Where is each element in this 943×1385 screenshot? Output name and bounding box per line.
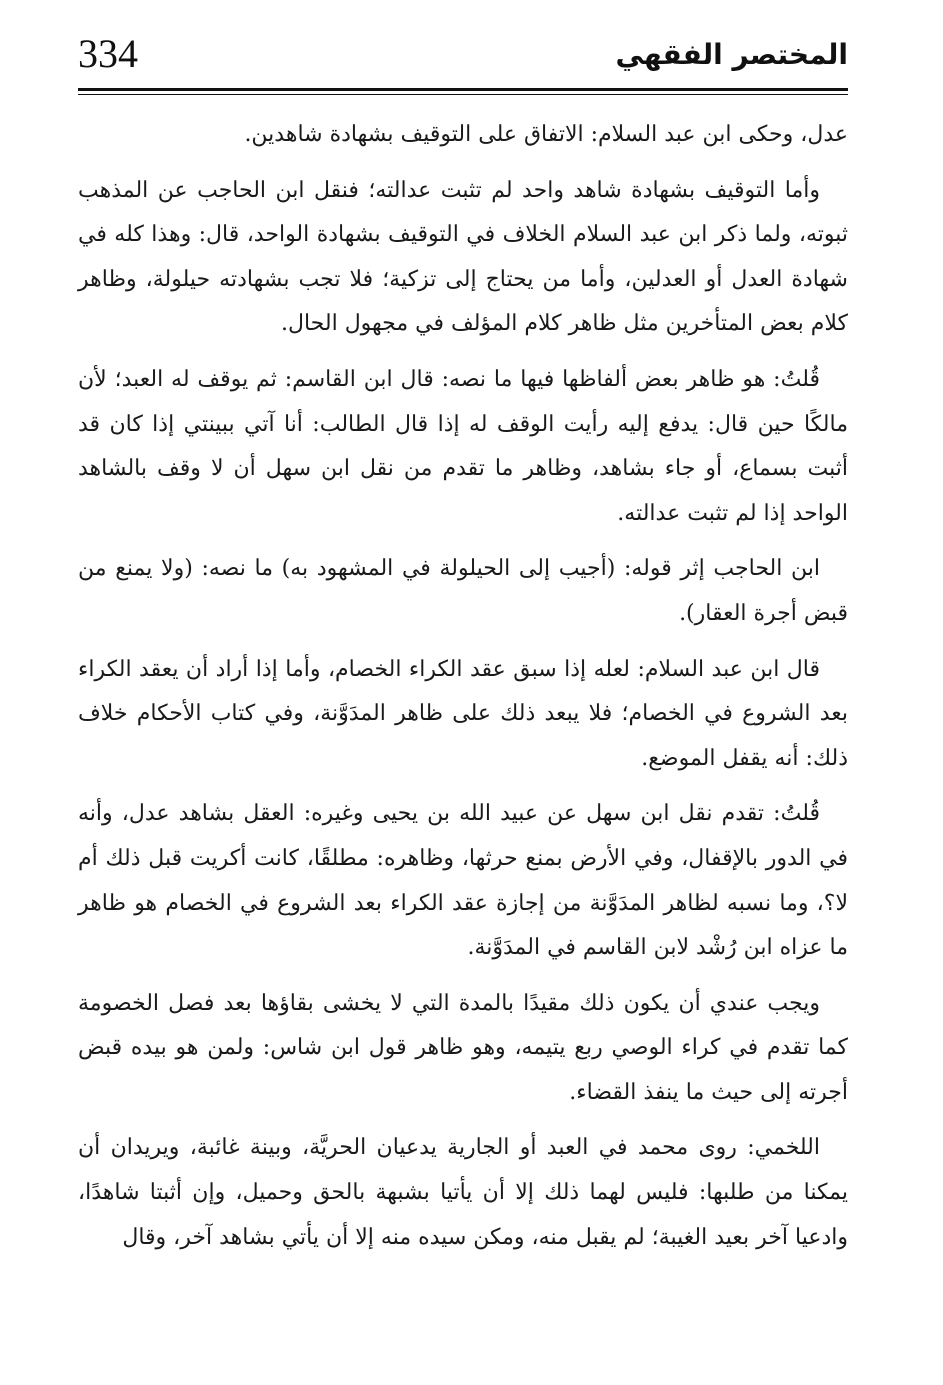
paragraph-5: قال ابن عبد السلام: لعله إذا سبق عقد الكراء الخصام، وأما إذا أراد أن يعقد الكراء بعد الشروع في الخصام؛ فلا يبعد ذلك على ظاهر المدَوَّنة، وفي كتاب الأحكام خلاف ذلك: أنه يقفل الموضع.: [78, 656, 848, 771]
paragraph-1: عدل، وحكى ابن عبد السلام: الاتفاق على التوقيف بشهادة شاهدين.: [244, 122, 848, 147]
body-text: [78, 113, 848, 1271]
page-header: [78, 28, 848, 86]
paragraph-8: اللخمي: روى محمد في العبد أو الجارية يدعيان الحريَّة، وبينة غائبة، ويريدان أن يمكنا من طلبها: فليس لهما ذلك إلا أن يأتيا بشبهة بالحق وحميل، وإن أثبتا شاهدًا، وادعيا آخر بعيد الغيبة؛ لم يقبل منه، ومكن سيده منه إلا أن يأتي بشاهد آخر، وقال: [78, 1135, 848, 1250]
running-title: المختصر الفقهي: [615, 38, 848, 71]
page-number: 334: [78, 31, 138, 76]
header-rule-thick: [78, 88, 848, 91]
header-rule-thin: [78, 94, 848, 95]
paragraph-3: قُلتُ: هو ظاهر بعض ألفاظها فيها ما نصه: قال ابن القاسم: ثم يوقف له العبد؛ لأن مالكًا حين قال: يدفع إليه رأيت الوقف له إذا قال الطالب: أنا آتي ببينتي إذا كان قد أثبت بسماع، أو جاء بشاهد، وظاهر ما تقدم من نقل ابن سهل أن لا وقف بالشاهد الواحد إذا لم تثبت عدالته.: [78, 366, 848, 526]
paragraph-2: وأما التوقيف بشهادة شاهد واحد لم تثبت عدالته؛ فنقل ابن الحاجب عن المذهب ثبوته، ولما ذكر ابن عبد السلام الخلاف في التوقيف بشهادة الواحد، قال: وهذا كله في شهادة العدل أو العدلين، وأما من يحتاج إلى تزكية؛ فلا تجب بشهادته حيلولة، وظاهر كلام بعض المتأخرين مثل ظاهر كلام المؤلف في مجهول الحال.: [78, 177, 848, 337]
paragraph-6: قُلتُ: تقدم نقل ابن سهل عن عبيد الله بن يحيى وغيره: العقل بشاهد عدل، وأنه في الدور بالإقفال، وفي الأرض بمنع حرثها، وظاهره: مطلقًا، كانت أكريت قبل ذلك أم لا؟، وما نسبه لظاهر المدَوَّنة من إجازة عقد الكراء بعد الشروع في الخصام هو ظاهر ما عزاه ابن رُشْد لابن القاسم في المدَوَّنة.: [78, 801, 848, 961]
paragraph-4: ابن الحاجب إثر قوله: (أجيب إلى الحيلولة في المشهود به) ما نصه: (ولا يمنع من قبض أجرة العقار).: [78, 556, 848, 626]
paragraph-7: ويجب عندي أن يكون ذلك مقيدًا بالمدة التي لا يخشى بقاؤها بعد فصل الخصومة كما تقدم في كراء الوصي ربع يتيمه، وهو ظاهر قول ابن شاس: ولمن هو بيده قبض أجرته إلى حيث ما ينفذ القضاء.: [78, 990, 848, 1105]
